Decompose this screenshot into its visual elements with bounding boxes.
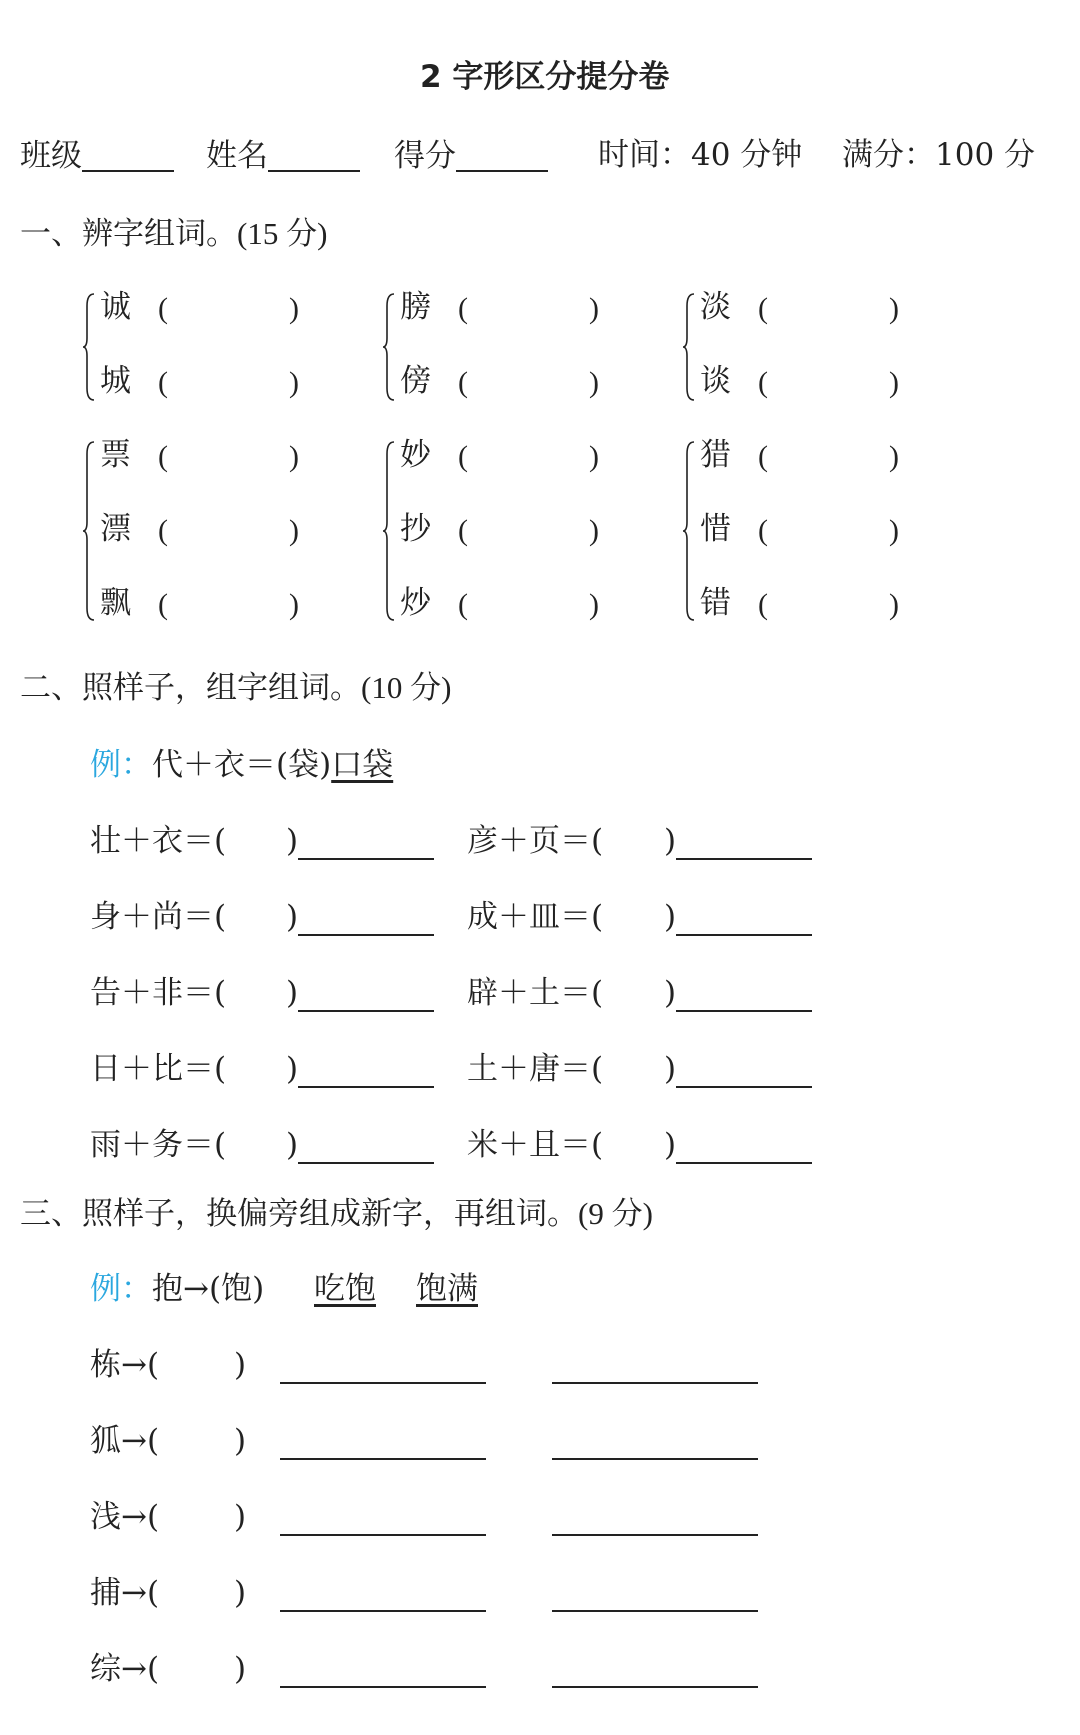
- answer-line[interactable]: [298, 858, 434, 860]
- char-cheng2: 城: [100, 363, 131, 399]
- answer-line[interactable]: [298, 934, 434, 936]
- open-paren: (: [158, 440, 168, 473]
- section2-points: (10 分): [361, 670, 452, 705]
- close-paren: ): [589, 440, 599, 473]
- open-paren: (: [458, 440, 468, 473]
- close-paren: ): [889, 292, 899, 325]
- char-bang: 膀: [400, 289, 431, 325]
- close-paren: ): [286, 823, 299, 859]
- open-paren: (: [458, 366, 468, 399]
- open-paren: (: [758, 588, 768, 621]
- example-word: 饱满: [416, 1271, 478, 1307]
- section3-title: 三、照样子，换偏旁组成新字，再组词。: [20, 1196, 578, 1232]
- name-field: [206, 140, 376, 172]
- section1-points: (15 分): [237, 216, 328, 251]
- class-label: 班级: [20, 138, 82, 174]
- example-label: 例：: [90, 747, 152, 783]
- brace: [382, 440, 396, 622]
- score-field: [394, 140, 564, 172]
- compose-item: 米＋且＝(: [467, 1127, 604, 1163]
- close-paren: ): [234, 1499, 247, 1535]
- char-tan: 谈: [700, 363, 731, 399]
- open-paren: (: [758, 292, 768, 325]
- char-piao: 票: [100, 437, 131, 473]
- char-lie: 猎: [700, 437, 731, 473]
- example-label: 例：: [90, 1271, 152, 1307]
- close-paren: ): [664, 975, 677, 1011]
- example-expression: 抱→(饱): [152, 1271, 265, 1307]
- open-paren: (: [758, 514, 768, 547]
- answer-line[interactable]: [676, 1010, 812, 1012]
- char-miao: 妙: [400, 437, 431, 473]
- answer-line[interactable]: [280, 1382, 486, 1384]
- char-cuo: 错: [700, 585, 731, 621]
- answer-line[interactable]: [676, 1086, 812, 1088]
- answer-line[interactable]: [552, 1458, 758, 1460]
- compose-item: 身＋尚＝(: [90, 899, 227, 935]
- answer-line[interactable]: [676, 1162, 812, 1164]
- brace: [82, 440, 96, 622]
- radical-item: 狐→(: [90, 1423, 160, 1459]
- char-xi: 惜: [700, 511, 731, 547]
- char-piao3: 飘: [100, 585, 131, 621]
- section3-example: [90, 1271, 265, 1307]
- close-paren: ): [889, 366, 899, 399]
- close-paren: ): [664, 899, 677, 935]
- open-paren: (: [758, 440, 768, 473]
- example-expression: 代＋衣＝(袋): [152, 747, 332, 783]
- char-cheng: 诚: [100, 289, 131, 325]
- close-paren: ): [589, 588, 599, 621]
- answer-line[interactable]: [552, 1686, 758, 1688]
- section3-points: (9 分): [578, 1196, 653, 1231]
- close-paren: ): [234, 1347, 247, 1383]
- compose-item: 彦＋页＝(: [467, 823, 604, 859]
- close-paren: ): [889, 514, 899, 547]
- open-paren: (: [758, 366, 768, 399]
- close-paren: ): [234, 1423, 247, 1459]
- answer-line[interactable]: [280, 1610, 486, 1612]
- example-word: 吃饱: [314, 1271, 376, 1307]
- open-paren: (: [458, 514, 468, 547]
- answer-line[interactable]: [298, 1162, 434, 1164]
- radical-item: 浅→(: [90, 1499, 160, 1535]
- full-score-info: 满分：100 分: [842, 137, 1036, 173]
- score-label: 得分: [394, 138, 456, 174]
- brace: [382, 292, 396, 402]
- close-paren: ): [664, 1051, 677, 1087]
- brace: [682, 292, 696, 402]
- radical-item: 栋→(: [90, 1347, 160, 1383]
- close-paren: ): [289, 292, 299, 325]
- close-paren: ): [286, 1127, 299, 1163]
- open-paren: (: [158, 292, 168, 325]
- close-paren: ): [289, 514, 299, 547]
- close-paren: ): [664, 1127, 677, 1163]
- open-paren: (: [458, 292, 468, 325]
- section2-example: [90, 747, 394, 783]
- section1-title: 一、辨字组词。: [20, 216, 237, 252]
- close-paren: ): [664, 823, 677, 859]
- score-blank[interactable]: [456, 140, 548, 172]
- compose-item: 雨＋务＝(: [90, 1127, 227, 1163]
- radical-item: 捕→(: [90, 1575, 160, 1611]
- answer-line[interactable]: [298, 1086, 434, 1088]
- section2-heading: [20, 672, 451, 704]
- answer-line[interactable]: [280, 1534, 486, 1536]
- class-field: [20, 140, 190, 172]
- char-bang2: 傍: [400, 363, 431, 399]
- brace: [82, 292, 96, 402]
- answer-line[interactable]: [552, 1382, 758, 1384]
- section3-heading: [20, 1198, 653, 1230]
- answer-line[interactable]: [676, 934, 812, 936]
- answer-line[interactable]: [552, 1610, 758, 1612]
- example-word: 口袋: [331, 747, 394, 783]
- char-chao: 抄: [400, 511, 431, 547]
- compose-item: 土＋唐＝(: [467, 1051, 604, 1087]
- close-paren: ): [289, 588, 299, 621]
- open-paren: (: [158, 514, 168, 547]
- compose-item: 成＋皿＝(: [467, 899, 604, 935]
- answer-line[interactable]: [552, 1534, 758, 1536]
- compose-item: 壮＋衣＝(: [90, 823, 227, 859]
- page-title: 2 字形区分提分卷: [420, 59, 670, 95]
- close-paren: ): [589, 514, 599, 547]
- open-paren: (: [158, 366, 168, 399]
- close-paren: ): [589, 292, 599, 325]
- char-dan: 淡: [700, 289, 731, 325]
- close-paren: ): [289, 440, 299, 473]
- answer-line[interactable]: [280, 1686, 486, 1688]
- name-blank[interactable]: [268, 140, 360, 172]
- time-info: 时间：40 分钟: [598, 137, 803, 173]
- close-paren: ): [889, 440, 899, 473]
- compose-item: 告＋非＝(: [90, 975, 227, 1011]
- section1-heading: [20, 218, 327, 250]
- compose-item: 日＋比＝(: [90, 1051, 227, 1087]
- brace: [682, 440, 696, 622]
- compose-item: 辟＋土＝(: [467, 975, 604, 1011]
- section2-title: 二、照样子，组字组词。: [20, 670, 361, 706]
- answer-line[interactable]: [676, 858, 812, 860]
- close-paren: ): [234, 1575, 247, 1611]
- close-paren: ): [286, 1051, 299, 1087]
- close-paren: ): [286, 975, 299, 1011]
- radical-item: 综→(: [90, 1651, 160, 1687]
- name-label: 姓名: [206, 138, 268, 174]
- char-chao2: 炒: [400, 585, 431, 621]
- close-paren: ): [889, 588, 899, 621]
- char-piao2: 漂: [100, 511, 131, 547]
- open-paren: (: [458, 588, 468, 621]
- close-paren: ): [286, 899, 299, 935]
- answer-line[interactable]: [298, 1010, 434, 1012]
- close-paren: ): [589, 366, 599, 399]
- open-paren: (: [158, 588, 168, 621]
- close-paren: ): [289, 366, 299, 399]
- answer-line[interactable]: [280, 1458, 486, 1460]
- close-paren: ): [234, 1651, 247, 1687]
- class-blank[interactable]: [82, 140, 174, 172]
